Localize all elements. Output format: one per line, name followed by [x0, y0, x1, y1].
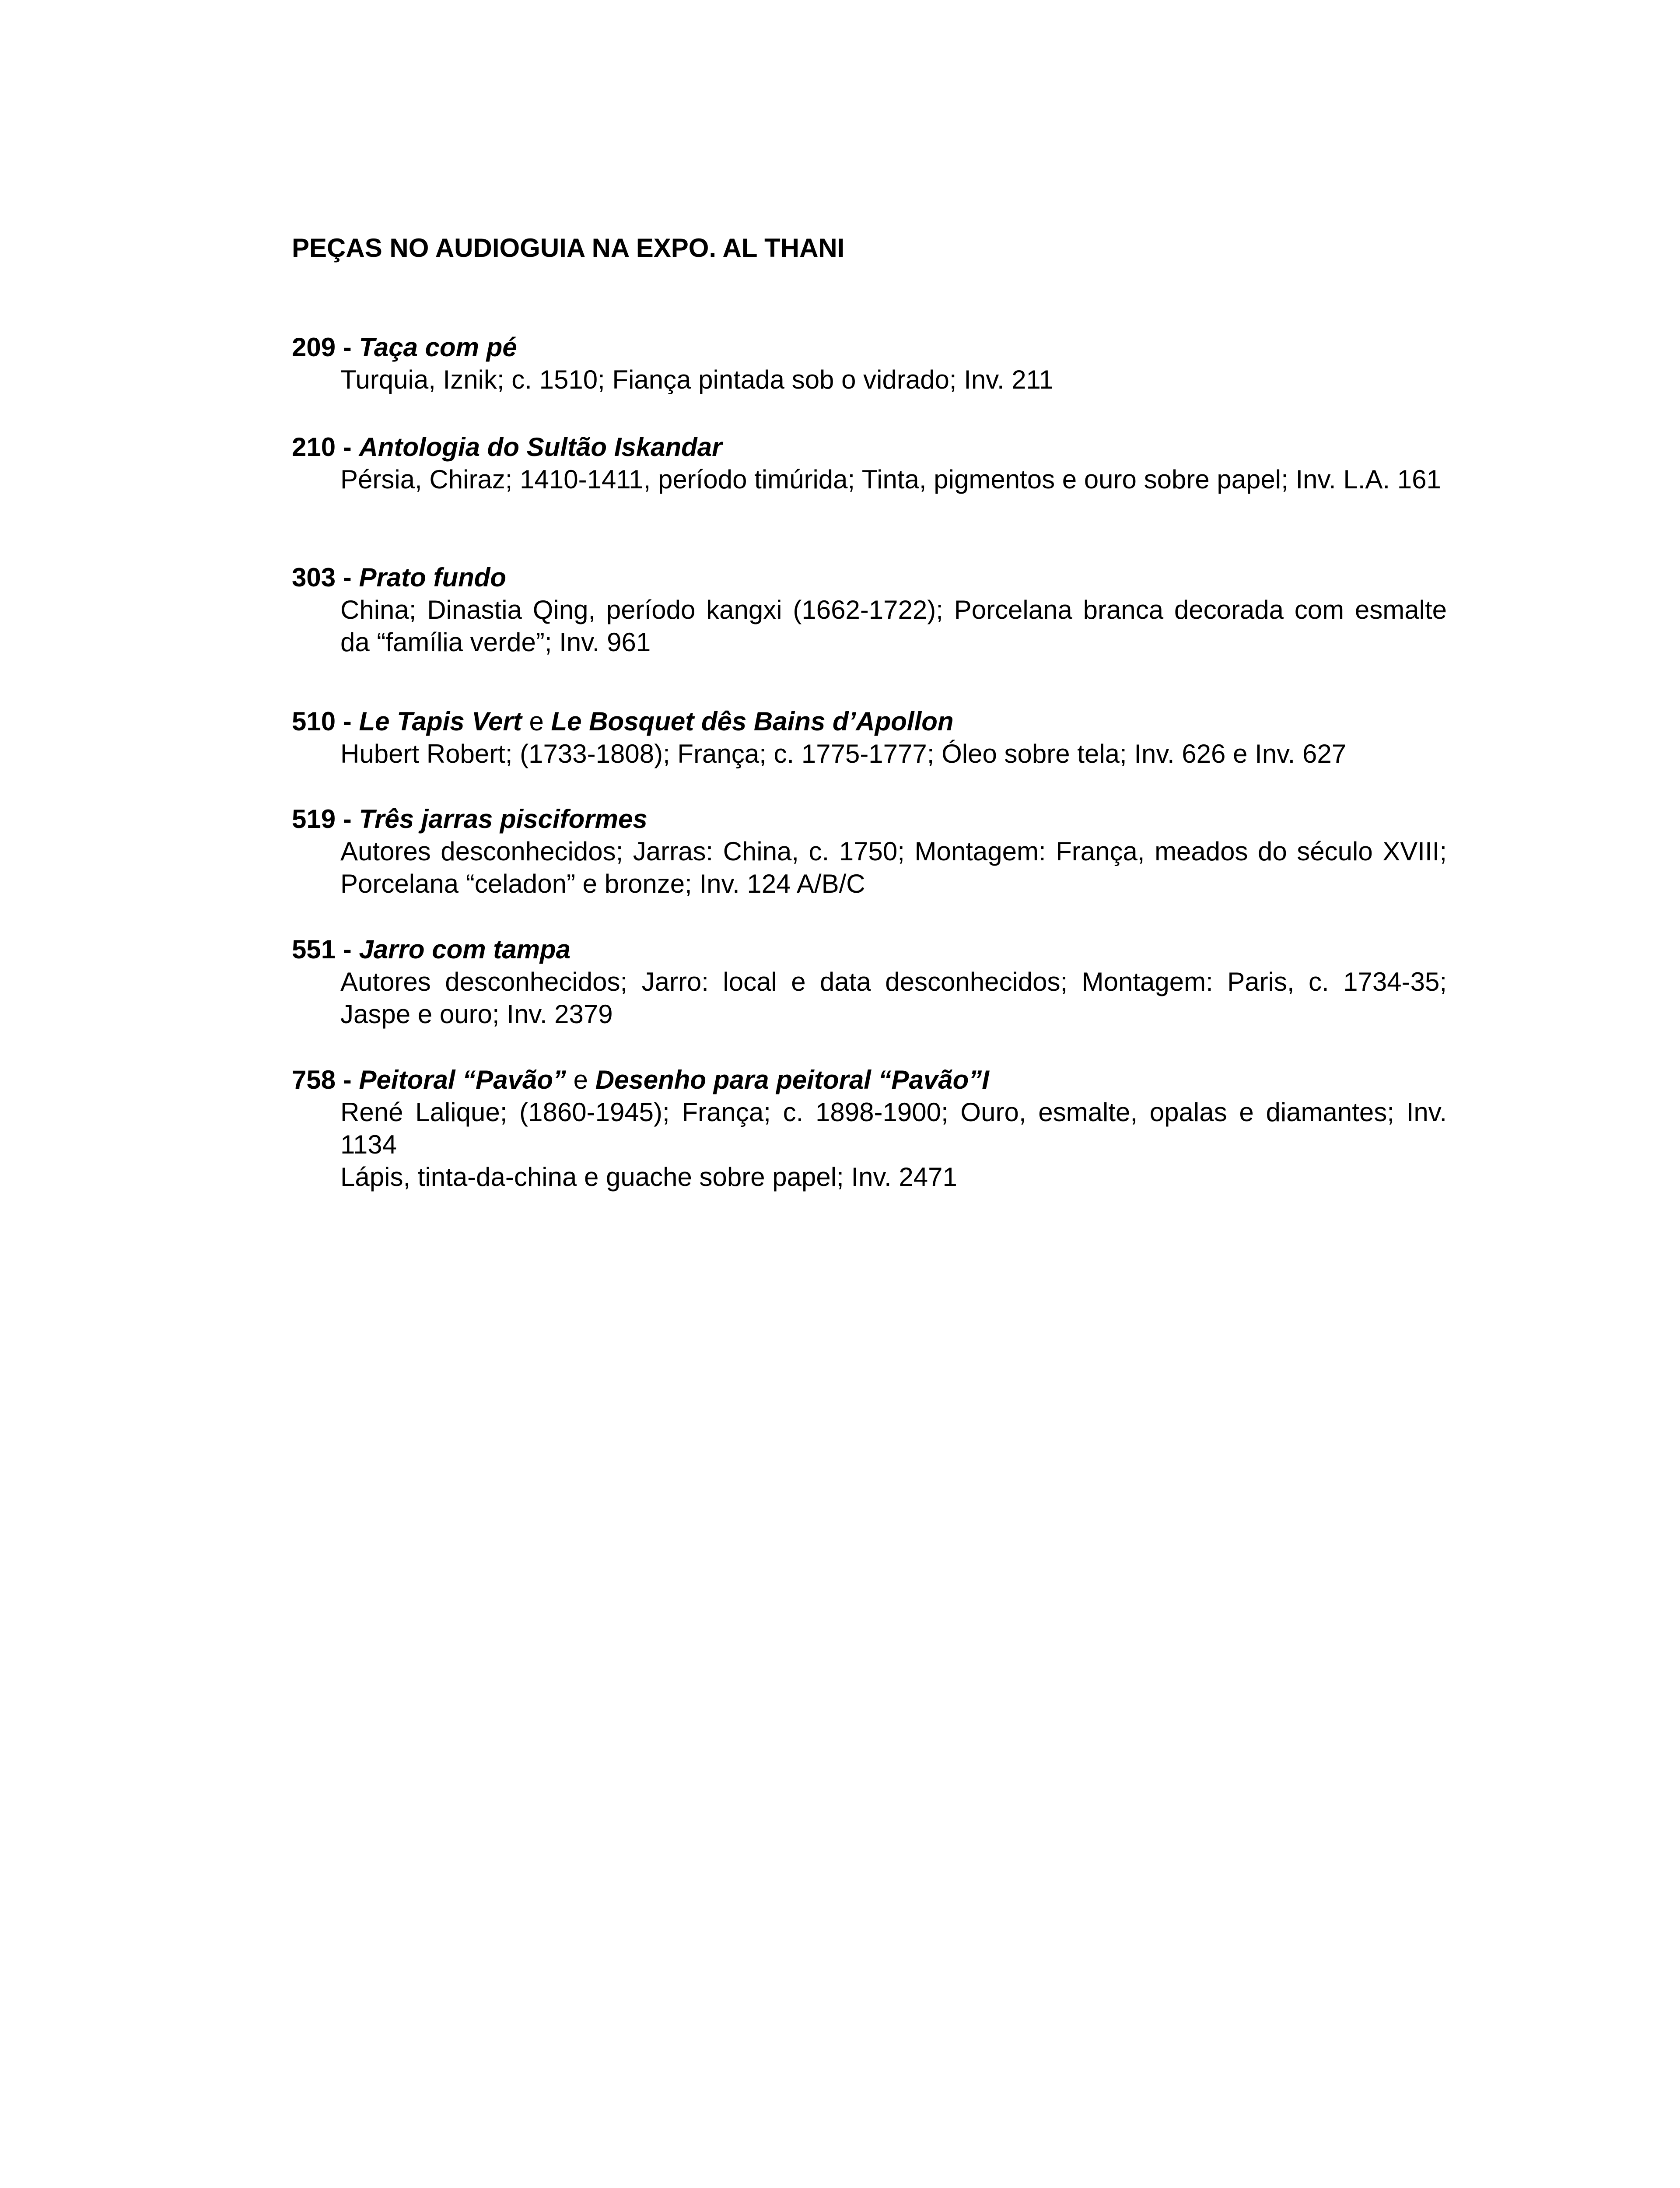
entry-number: 510 [292, 707, 336, 736]
title-conjunction: e [522, 707, 551, 736]
entry-separator: - [336, 935, 359, 964]
entry-heading [292, 803, 1447, 835]
entry-detail-line: Hubert Robert; (1733-1808); França; c. 1775-1777; Óleo sobre tela; Inv. 626 e Inv. 627 [340, 739, 1347, 768]
entry-heading [292, 705, 1447, 738]
entry-heading [292, 431, 1447, 463]
entry-heading [292, 933, 1447, 966]
entry-number: 210 [292, 432, 336, 462]
entry-heading [292, 561, 1447, 594]
entry-separator: - [336, 707, 359, 736]
entry-detail-line: Lápis, tinta-da-china e guache sobre papel; Inv. 2471 [340, 1162, 957, 1192]
entry-separator: - [336, 804, 359, 834]
entry-details [340, 463, 1447, 496]
entry-detail-line: China; Dinastia Qing, período kangxi (1662-1722); Porcelana branca decorada com esmalte da “família verde”; Inv. 961 [340, 595, 1447, 657]
title-conjunction: e [566, 1065, 595, 1094]
catalog-entry [292, 803, 1447, 900]
entry-details [340, 594, 1447, 659]
entry-title: Peitoral “Pavão” [359, 1065, 566, 1094]
catalog-entry [292, 331, 1447, 396]
entry-detail-line: Autores desconhecidos; Jarro: local e data desconhecidos; Montagem: Paris, c. 1734-35; Jaspe e ouro; Inv. 2379 [340, 967, 1447, 1029]
entry-heading [292, 1064, 1447, 1096]
entry-details [340, 1096, 1447, 1193]
catalog-entry [292, 933, 1447, 1031]
entry-details [340, 966, 1447, 1031]
entry-details [340, 738, 1447, 770]
entry-separator: - [336, 1065, 359, 1094]
entry-separator: - [336, 432, 359, 462]
entry-details [340, 835, 1447, 900]
entry-separator: - [336, 333, 359, 362]
entry-title: Antologia do Sultão Iskandar [359, 432, 722, 462]
entry-detail-line: Autores desconhecidos; Jarras: China, c. 1750; Montagem: França, meados do século XVIII; Porcelana “celadon” e bronze; Inv. 124 A/B/C [340, 837, 1447, 898]
entry-title: Le Tapis Vert [359, 707, 522, 736]
document-title: PEÇAS NO AUDIOGUIA NA EXPO. AL THANI [292, 233, 845, 263]
catalog-entry [292, 705, 1447, 770]
entry-title: Le Bosquet dês Bains d’Apollon [551, 707, 954, 736]
entry-number: 551 [292, 935, 336, 964]
entry-title: Prato fundo [359, 563, 507, 592]
catalog-entry [292, 561, 1447, 659]
entry-number: 519 [292, 804, 336, 834]
entry-number: 303 [292, 563, 336, 592]
entry-number: 209 [292, 333, 336, 362]
entry-separator: - [336, 563, 359, 592]
entry-title: Três jarras pisciformes [359, 804, 648, 834]
entry-detail-line: Turquia, Iznik; c. 1510; Fiança pintada sob o vidrado; Inv. 211 [340, 365, 1054, 394]
entry-details [340, 364, 1447, 396]
entry-number: 758 [292, 1065, 336, 1094]
entry-title: Jarro com tampa [359, 935, 570, 964]
entry-heading [292, 331, 1447, 364]
entry-title: Desenho para peitoral “Pavão”I [595, 1065, 989, 1094]
catalog-entry [292, 1064, 1447, 1193]
entry-detail-line: René Lalique; (1860-1945); França; c. 1898-1900; Ouro, esmalte, opalas e diamantes; Inv. 1134 [340, 1098, 1447, 1159]
entry-detail-line: Pérsia, Chiraz; 1410-1411, período timúrida; Tinta, pigmentos e ouro sobre papel; Inv. L.A. 161 [340, 465, 1441, 494]
catalog-entry [292, 431, 1447, 496]
entry-title: Taça com pé [359, 333, 517, 362]
